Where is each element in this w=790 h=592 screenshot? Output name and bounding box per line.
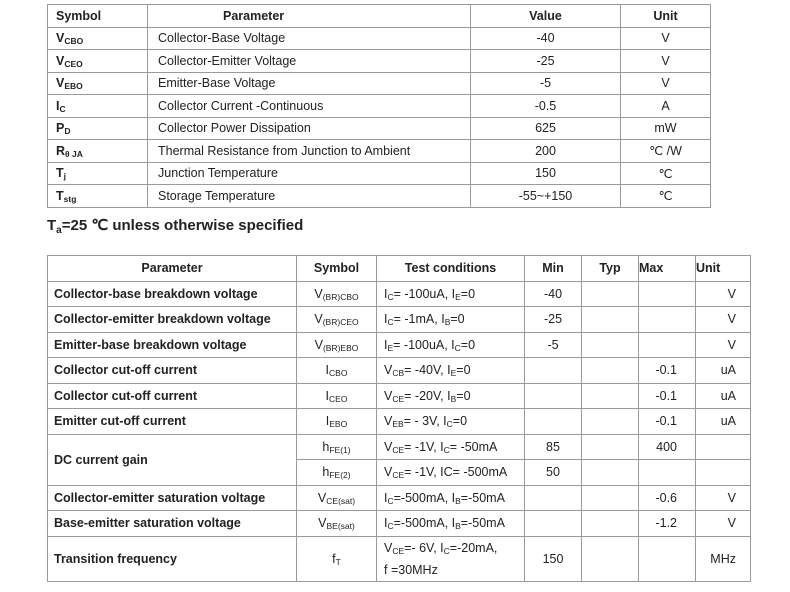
text-segment: =0 <box>456 363 471 378</box>
symbol-cell <box>297 434 377 460</box>
table-row <box>48 332 751 358</box>
header-cell: Unit <box>621 5 711 28</box>
value-cell: 625 <box>471 117 621 140</box>
header-cell: Parameter <box>148 5 471 28</box>
text-segment: =-500mA, I <box>393 490 456 505</box>
symbol-cell <box>48 117 148 140</box>
min-cell <box>525 409 582 435</box>
unit-cell: ℃ <box>621 185 711 208</box>
text-segment: V <box>384 439 393 454</box>
text-segment: V <box>56 53 65 68</box>
text-segment: T <box>56 166 64 181</box>
header-cell: Parameter <box>48 256 297 282</box>
parameter-cell: Emitter-base breakdown voltage <box>48 332 297 358</box>
symbol-cell <box>48 140 148 163</box>
subscript-text: (BR)CEO <box>322 317 359 328</box>
subscript-text: CB <box>392 368 405 379</box>
unit-cell: V <box>696 332 751 358</box>
text-segment: I <box>325 363 330 378</box>
text-segment: V <box>56 31 65 46</box>
max-cell <box>639 460 696 486</box>
max-cell <box>639 281 696 307</box>
text-segment: = -1V, I <box>404 439 444 454</box>
table-header-row <box>48 5 711 28</box>
text-segment: = -20V, I <box>404 388 451 403</box>
text-segment: I <box>384 516 388 531</box>
subscript-text: (BR)EBO <box>322 342 359 353</box>
parameter-cell: Collector-emitter breakdown voltage <box>48 307 297 333</box>
symbol-cell <box>48 27 148 50</box>
symbol-cell <box>48 162 148 185</box>
subscript-text: a <box>56 225 62 236</box>
value-cell: -0.5 <box>471 95 621 118</box>
subscript-text: C <box>443 444 450 455</box>
text-segment: = -1V, IC= -500mA <box>404 465 508 480</box>
table-row <box>48 185 711 208</box>
max-cell: -0.1 <box>639 383 696 409</box>
parameter-cell: DC current gain <box>48 434 297 485</box>
typ-cell <box>582 409 639 435</box>
text-segment: I <box>56 98 60 113</box>
typ-cell <box>582 460 639 486</box>
text-segment: T <box>47 217 57 234</box>
text-segment: h <box>322 465 330 480</box>
parameter-cell: Collector Current -Continuous <box>148 95 471 118</box>
text-segment: =-20mA, <box>449 540 498 555</box>
electrical-characteristics-table <box>47 255 751 582</box>
test-conditions-cell <box>377 460 525 486</box>
subscript-text: B <box>455 495 461 506</box>
parameter-cell: Emitter cut-off current <box>48 409 297 435</box>
min-cell: 150 <box>525 536 582 581</box>
text-segment: = - 3V, I <box>403 414 447 429</box>
symbol-cell <box>297 358 377 384</box>
max-cell: 400 <box>639 434 696 460</box>
text-segment: V <box>314 286 323 301</box>
subscript-text: T <box>335 556 341 567</box>
subscript-text: E <box>450 368 457 379</box>
value-cell: -25 <box>471 50 621 73</box>
subscript-text: CE(sat) <box>326 495 356 506</box>
absolute-maximum-ratings-table <box>47 4 711 208</box>
symbol-cell <box>48 95 148 118</box>
parameter-cell: Base-emitter saturation voltage <box>48 511 297 537</box>
subscript-text: FE(1) <box>329 444 351 455</box>
min-cell: 85 <box>525 434 582 460</box>
unit-cell: uA <box>696 409 751 435</box>
text-segment: T <box>56 188 64 203</box>
text-segment: V <box>384 363 393 378</box>
text-segment: f =30MHz <box>384 562 438 577</box>
subscript-text: CEO <box>64 58 83 69</box>
unit-cell: MHz <box>696 536 751 581</box>
symbol-cell <box>297 460 377 486</box>
subscript-text: C <box>59 103 66 114</box>
subscript-text: CE <box>392 444 405 455</box>
parameter-cell: Storage Temperature <box>148 185 471 208</box>
parameter-cell: Collector cut-off current <box>48 383 297 409</box>
table-row <box>48 162 711 185</box>
typ-cell <box>582 307 639 333</box>
parameter-cell: Collector Power Dissipation <box>148 117 471 140</box>
parameter-cell: Junction Temperature <box>148 162 471 185</box>
table-row <box>48 536 751 581</box>
subscript-text: CEO <box>329 393 348 404</box>
table-row <box>48 383 751 409</box>
unit-cell: V <box>696 281 751 307</box>
unit-cell: A <box>621 95 711 118</box>
unit-cell: ℃ /W <box>621 140 711 163</box>
symbol-cell <box>48 185 148 208</box>
symbol-cell <box>297 485 377 511</box>
subscript-text: B <box>455 521 461 532</box>
subscript-text: E <box>455 291 461 302</box>
min-cell <box>525 383 582 409</box>
text-segment: P <box>56 121 65 136</box>
test-conditions-cell <box>377 511 525 537</box>
subscript-text: C <box>387 317 394 328</box>
max-cell: -0.1 <box>639 409 696 435</box>
header-cell: Min <box>525 256 582 282</box>
test-conditions-cell <box>377 358 525 384</box>
test-conditions-cell <box>377 536 525 581</box>
parameter-cell: Thermal Resistance from Junction to Ambient <box>148 140 471 163</box>
text-segment: =0 <box>456 388 471 403</box>
symbol-cell <box>297 332 377 358</box>
unit-cell: uA <box>696 358 751 384</box>
table-row <box>48 281 751 307</box>
typ-cell <box>582 536 639 581</box>
subscript-text: E <box>387 342 394 353</box>
subscript-text: EBO <box>64 81 83 92</box>
text-segment: V <box>56 76 65 91</box>
value-cell: -5 <box>471 72 621 95</box>
typ-cell <box>582 434 639 460</box>
text-segment: R <box>56 143 66 158</box>
text-segment: =0 <box>460 286 476 301</box>
min-cell: -40 <box>525 281 582 307</box>
text-segment: V <box>314 337 323 352</box>
text-segment: V <box>384 465 393 480</box>
unit-cell <box>696 434 751 460</box>
subscript-text: CE <box>392 545 405 556</box>
unit-cell: V <box>621 72 711 95</box>
typ-cell <box>582 358 639 384</box>
header-cell: Symbol <box>48 5 148 28</box>
unit-cell: V <box>621 50 711 73</box>
min-cell <box>525 511 582 537</box>
table-row <box>48 511 751 537</box>
text-segment: = -100uA, I <box>393 286 456 301</box>
text-segment: V <box>318 516 327 531</box>
max-cell: -0.1 <box>639 358 696 384</box>
text-segment: =-50mA <box>460 490 505 505</box>
table-row <box>48 307 751 333</box>
text-segment: I <box>384 286 388 301</box>
text-segment: V <box>317 490 327 505</box>
symbol-cell <box>297 281 377 307</box>
subscript-text: C <box>443 545 450 556</box>
text-segment: I <box>325 414 330 429</box>
table-row <box>48 95 711 118</box>
test-conditions-cell <box>377 409 525 435</box>
subscript-text: EBO <box>329 419 348 430</box>
unit-cell: V <box>621 27 711 50</box>
table-row <box>48 140 711 163</box>
unit-cell: uA <box>696 383 751 409</box>
text-segment: =0 <box>452 414 468 429</box>
text-segment: = -50mA <box>449 439 498 454</box>
text-segment: =0 <box>460 337 476 352</box>
subscript-text: CBO <box>329 368 348 379</box>
subscript-text: j <box>63 171 67 182</box>
test-conditions-cell <box>377 307 525 333</box>
subscript-text: B <box>444 317 451 328</box>
value-cell: -55~+150 <box>471 185 621 208</box>
subscript-text: D <box>64 126 71 137</box>
unit-cell: ℃ <box>621 162 711 185</box>
parameter-cell: Collector-emitter saturation voltage <box>48 485 297 511</box>
min-cell: -25 <box>525 307 582 333</box>
parameter-cell: Emitter-Base Voltage <box>148 72 471 95</box>
test-conditions-cell <box>377 383 525 409</box>
conditions-note <box>47 216 303 234</box>
test-conditions-cell <box>377 281 525 307</box>
table-row <box>48 27 711 50</box>
text-segment: V <box>314 312 323 327</box>
table-header-row <box>48 256 751 282</box>
test-conditions-cell <box>377 485 525 511</box>
typ-cell <box>582 485 639 511</box>
table-row <box>48 72 711 95</box>
text-segment: f <box>332 551 336 566</box>
subscript-text: EB <box>392 419 404 430</box>
subscript-text: C <box>387 495 394 506</box>
text-segment: I <box>325 388 330 403</box>
subscript-text: CE <box>392 393 405 404</box>
subscript-text: B <box>450 393 457 404</box>
value-cell: 150 <box>471 162 621 185</box>
table-row <box>48 50 711 73</box>
header-cell: Unit <box>696 256 751 282</box>
text-segment: = -40V, I <box>404 363 451 378</box>
typ-cell <box>582 332 639 358</box>
max-cell <box>639 536 696 581</box>
text-segment: =-500mA, I <box>393 516 456 531</box>
min-cell <box>525 358 582 384</box>
text-segment: I <box>384 337 388 352</box>
symbol-cell <box>297 307 377 333</box>
symbol-cell <box>48 72 148 95</box>
parameter-cell: Collector-Base Voltage <box>148 27 471 50</box>
text-segment: V <box>384 414 393 429</box>
text-segment: h <box>322 439 330 454</box>
text-segment: = -100uA, I <box>393 337 455 352</box>
symbol-cell <box>48 50 148 73</box>
subscript-text: C <box>387 291 394 302</box>
subscript-text: stg <box>63 193 77 204</box>
min-cell <box>525 485 582 511</box>
symbol-cell <box>297 536 377 581</box>
value-cell: 200 <box>471 140 621 163</box>
value-cell: -40 <box>471 27 621 50</box>
max-cell: -0.6 <box>639 485 696 511</box>
unit-cell: V <box>696 511 751 537</box>
subscript-text: C <box>454 342 461 353</box>
table-row <box>48 485 751 511</box>
header-cell: Typ <box>582 256 639 282</box>
max-cell: -1.2 <box>639 511 696 537</box>
symbol-cell <box>297 383 377 409</box>
subscript-text: BE(sat) <box>326 521 355 532</box>
subscript-text: θ JA <box>65 148 83 159</box>
min-cell: 50 <box>525 460 582 486</box>
text-segment: I <box>384 312 388 327</box>
unit-cell: mW <box>621 117 711 140</box>
subscript-text: CE <box>392 470 405 481</box>
table-row <box>48 409 751 435</box>
header-cell: Value <box>471 5 621 28</box>
unit-cell: V <box>696 485 751 511</box>
text-segment: =25 ℃ unless otherwise specified <box>61 217 304 234</box>
test-conditions-cell <box>377 332 525 358</box>
subscript-text: CBO <box>64 36 84 47</box>
parameter-cell: Collector cut-off current <box>48 358 297 384</box>
text-segment: =-50mA <box>460 516 505 531</box>
text-segment: = -1mA, I <box>393 312 445 327</box>
max-cell <box>639 307 696 333</box>
table-row <box>48 117 711 140</box>
min-cell: -5 <box>525 332 582 358</box>
table-row <box>48 358 751 384</box>
symbol-cell <box>297 409 377 435</box>
symbol-cell <box>297 511 377 537</box>
text-segment: =- 6V, I <box>404 540 444 555</box>
table-row <box>48 434 751 460</box>
unit-cell: V <box>696 307 751 333</box>
text-segment: =0 <box>450 312 465 327</box>
parameter-cell: Transition frequency <box>48 536 297 581</box>
subscript-text: FE(2) <box>329 470 351 481</box>
test-conditions-cell <box>377 434 525 460</box>
text-segment: I <box>384 490 388 505</box>
parameter-cell: Collector-Emitter Voltage <box>148 50 471 73</box>
typ-cell <box>582 383 639 409</box>
parameter-cell: Collector-base breakdown voltage <box>48 281 297 307</box>
typ-cell <box>582 281 639 307</box>
header-cell: Max <box>639 256 696 282</box>
subscript-text: C <box>387 521 394 532</box>
header-cell: Symbol <box>297 256 377 282</box>
unit-cell <box>696 460 751 486</box>
typ-cell <box>582 511 639 537</box>
text-segment: V <box>384 388 393 403</box>
subscript-text: C <box>446 419 453 430</box>
subscript-text: (BR)CBO <box>322 291 359 302</box>
text-segment: V <box>384 540 393 555</box>
header-cell: Test conditions <box>377 256 525 282</box>
max-cell <box>639 332 696 358</box>
